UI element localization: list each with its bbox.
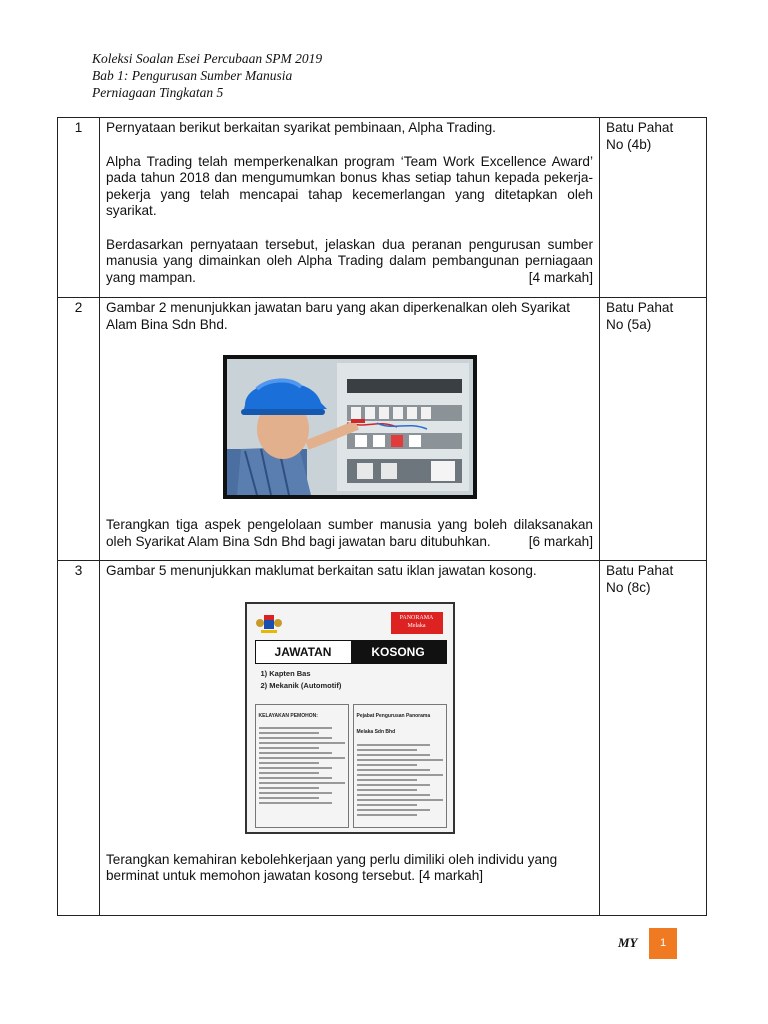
ad-title-right: KOSONG — [351, 641, 446, 663]
ad-requirements-column — [255, 704, 349, 828]
document-header — [92, 50, 322, 101]
source-school: Batu Pahat — [606, 120, 674, 135]
ad-requirements-heading: KELAYAKAN PEMOHON: — [258, 712, 318, 719]
source-question-no: No (5a) — [606, 316, 652, 332]
source-question-no: No (8c) — [606, 579, 651, 595]
question-source — [600, 298, 707, 561]
header-subject-title: Perniagaan Tingkatan 5 — [92, 85, 224, 100]
ad-contact-column — [353, 704, 447, 828]
question-prompt-text: Berdasarkan pernyataan tersebut, jelaskan dua peranan pengurusan sumber manusia yang dimainkan oleh Alpha Trading dalam pembangunan perniagaan yang mampan. — [106, 236, 593, 285]
job-ad-poster — [245, 602, 455, 834]
job-ad-image — [245, 602, 455, 834]
source-school: Batu Pahat — [606, 563, 674, 578]
question-body — [100, 118, 600, 298]
ad-position-item: 1) Kapten Bas — [260, 668, 311, 678]
question-number: 2 — [58, 298, 100, 561]
ad-details — [255, 704, 447, 828]
question-prompt-text: Terangkan kemahiran kebolehkerjaan yang perlu dimiliki oleh individu yang berminat untuk memohon jawatan kosong tersebut. — [106, 851, 558, 883]
question-number: 1 — [58, 118, 100, 298]
question-marks: [4 markah] — [528, 270, 593, 285]
question-marks: [4 markah] — [418, 868, 484, 883]
question-intro: Gambar 5 menunjukkan maklumat berkaitan satu iklan jawatan kosong. — [106, 563, 537, 578]
header-chapter-title: Bab 1: Pengurusan Sumber Manusia — [92, 68, 293, 83]
header-collection-title: Koleksi Soalan Esei Percubaan SPM 2019 — [92, 51, 323, 66]
questions-table — [57, 117, 707, 916]
question-prompt-text: Terangkan tiga aspek pengelolaan sumber manusia yang boleh dilaksanakan oleh Syarikat Alam Bina Sdn Bhd bagi jawatan baru ditubuhkan. — [106, 517, 593, 549]
source-school: Batu Pahat — [606, 300, 674, 315]
electrician-photo — [223, 355, 477, 499]
question-prompt — [106, 852, 593, 885]
question-row-1 — [58, 118, 707, 298]
source-question-no: No (4b) — [606, 136, 652, 152]
question-number: 3 — [58, 561, 100, 916]
question-body — [100, 298, 600, 561]
question-row-2 — [58, 298, 707, 561]
question-source — [600, 118, 707, 298]
page-number-badge: 1 — [649, 928, 677, 959]
ad-brand-logo: PANORAMA Melaka — [391, 612, 443, 634]
electrician-illustration — [227, 359, 473, 495]
question-body — [100, 561, 600, 916]
ad-title-left: JAWATAN — [256, 641, 351, 663]
state-crest-icon — [255, 612, 283, 634]
footer-label: MY — [618, 935, 638, 950]
ad-contact-heading: Pejabat Pengurusan Panorama Melaka Sdn Bhd — [356, 712, 431, 735]
question-prompt — [106, 517, 593, 550]
question-statement: Alpha Trading telah memperkenalkan program ‘Team Work Excellence Award’ pada tahun 2018 dan mengumumkan bonus khas setiap tahun kepada pekerja-pekerja yang telah mencapai tahap kecemerlangan yang ditetapkan oleh syarikat. — [106, 153, 593, 218]
ad-title-banner — [255, 640, 447, 664]
question-source — [600, 561, 707, 916]
question-row-3 — [58, 561, 707, 916]
question-intro: Pernyataan berikut berkaitan syarikat pembinaan, Alpha Trading. — [106, 120, 496, 135]
question-marks: [6 markah] — [528, 533, 593, 549]
question-intro: Gambar 2 menunjukkan jawatan baru yang akan diperkenalkan oleh Syarikat Alam Bina Sdn Bhd. — [106, 300, 570, 332]
ad-position-list — [261, 668, 342, 692]
ad-position-item: 2) Mekanik (Automotif) — [260, 680, 342, 690]
